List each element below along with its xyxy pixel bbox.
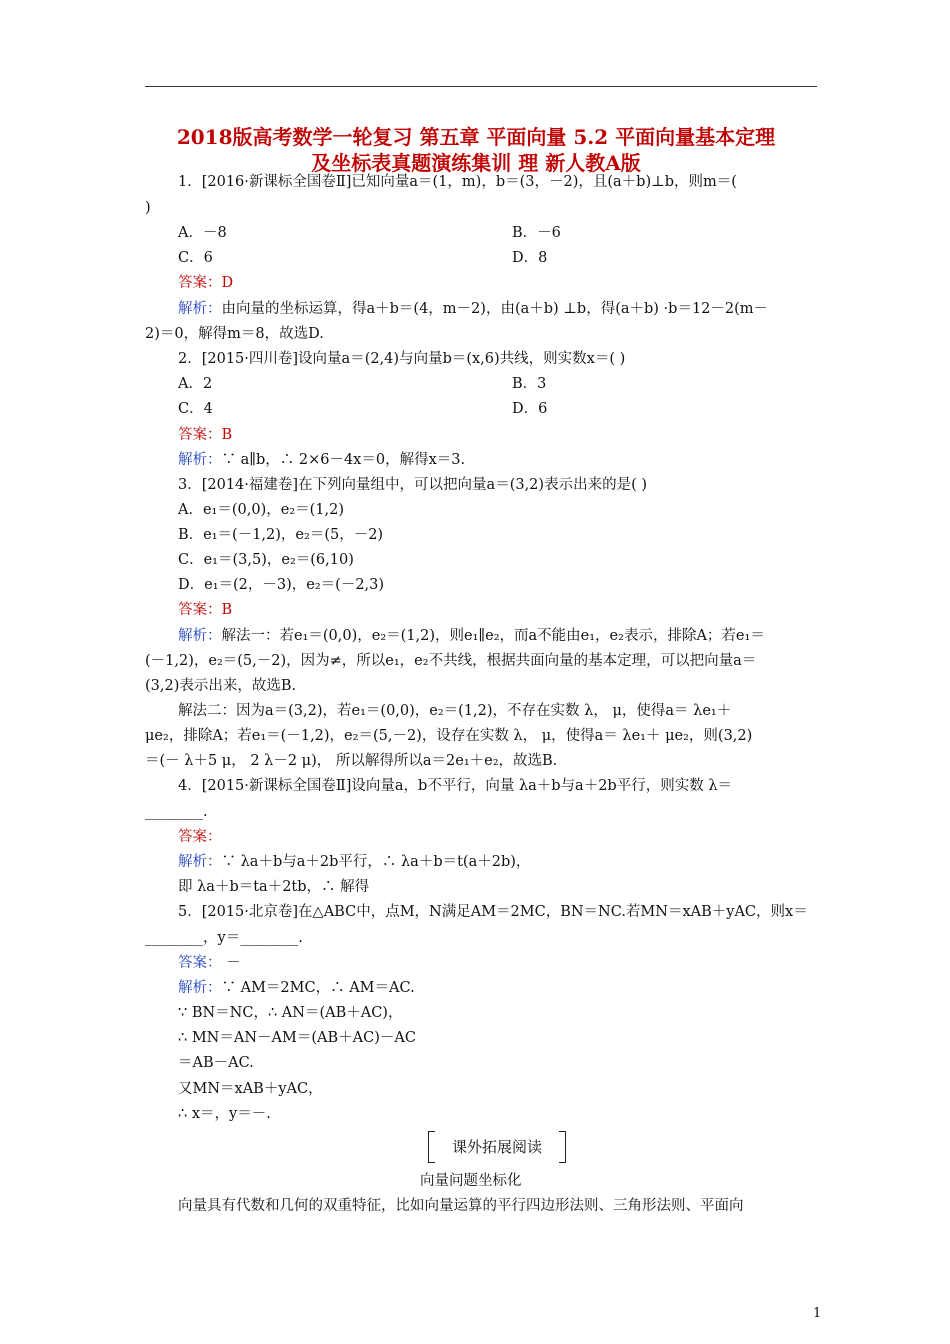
- text-line: ): [145, 200, 151, 216]
- text-line: 答案： －: [178, 955, 241, 971]
- text-line: 解析：由向量的坐标运算，得a＋b＝(4，m－2)，由(a＋b) ⊥b，得(a＋b) ·b＝12－2(m－: [178, 301, 769, 317]
- right-bracket: [559, 1131, 566, 1163]
- text-line: 1．[2016·新课标全国卷Ⅱ]已知向量a＝(1，m)，b＝(3，－2)，且(a＋b)⊥b，则m＝(: [178, 174, 737, 190]
- text-line: 向量问题坐标化: [420, 1173, 522, 1189]
- text-line: 解析：∵ AM＝2MC，∴ AM＝AC.: [178, 980, 415, 996]
- text-line: A．e₁＝(0,0)，e₂＝(1,2): [178, 502, 345, 518]
- text-line: ________.: [145, 804, 208, 820]
- answer-label: 解析：: [178, 452, 222, 468]
- text-line: 解析：解法一：若e₁＝(0,0)，e₂＝(1,2)，则e₁∥e₂，而a不能由e₁，e₂表示，排除A；若e₁＝: [178, 628, 765, 644]
- text-line: 答案：B: [178, 427, 233, 443]
- text-line: A．2: [178, 376, 213, 392]
- text-line: ∴ MN＝AN－AM＝(AB＋AC)－AC: [178, 1030, 416, 1046]
- answer-label: 解析：: [178, 301, 222, 317]
- text-line: ＝(－ λ＋5 μ， 2 λ－2 μ)， 所以解得所以a＝2e₁＋e₂，故选B.: [145, 753, 558, 769]
- doc-title-line1: 2018版高考数学一轮复习 第五章 平面向量 5.2 平面向量基本定理: [176, 125, 776, 149]
- reading-section-label: 课外拓展阅读: [451, 1138, 542, 1156]
- doc-title-line2: 及坐标表真题演练集训 理 新人教A版: [311, 151, 641, 175]
- text-line: 解析：∵ λa＋b与a＋2b平行，∴ λa＋b＝t(a＋2b)，: [178, 854, 531, 870]
- header-rule: [145, 86, 817, 87]
- text-line: ＝AB－AC.: [178, 1055, 254, 1071]
- text-line: ∵ BN＝NC，∴ AN＝(AB＋AC)，: [178, 1005, 403, 1021]
- text-line: 解析：∵ a∥b，∴ 2×6－4x＝0，解得x＝3.: [178, 452, 466, 468]
- text-line: 2．[2015·四川卷]设向量a＝(2,4)与向量b＝(x,6)共线，则实数x＝( ): [178, 351, 626, 367]
- text-line: B．－6: [512, 225, 561, 241]
- text-line: C．4: [178, 401, 213, 417]
- text-line: μe₂，排除A；若e₁＝(－1,2)，e₂＝(5,－2)，设存在实数 λ， μ，使得a＝ λe₁＋ μe₂，则(3,2): [145, 728, 753, 744]
- text-line: 即 λa＋b＝ta＋2tb，∴ 解得: [178, 879, 370, 895]
- text-line: D．6: [512, 401, 548, 417]
- answer-label: 解析：: [178, 628, 222, 644]
- text-line: D．8: [512, 250, 548, 266]
- text-line: D．e₁＝(2，－3)，e₂＝(－2,3): [178, 577, 385, 593]
- page-number: 1: [813, 1306, 822, 1321]
- text-line: B．e₁＝(－1,2)，e₂＝(5，－2): [178, 527, 384, 543]
- text-line: 又MN＝xAB＋yAC，: [178, 1081, 323, 1097]
- answer-label: 答案：: [178, 955, 222, 971]
- text-line: 2)＝0，解得m＝8，故选D.: [145, 326, 324, 342]
- text-line: 答案：B: [178, 602, 233, 618]
- text-line: (－1,2)，e₂＝(5,－2)，因为≠，所以e₁，e₂不共线，根据共面向量的基本定理，可以把向量a＝: [145, 653, 757, 669]
- text-line: 5．[2015·北京卷]在△ABC中，点M，N满足AM＝2MC，BN＝NC.若MN＝xAB＋yAC，则x＝: [178, 904, 808, 920]
- answer-label: 解析：: [178, 854, 222, 870]
- text-line: B．3: [512, 376, 547, 392]
- text-line: ________，y＝________.: [145, 930, 303, 946]
- text-line: 解法二：因为a＝(3,2)，若e₁＝(0,0)，e₂＝(1,2)，不存在实数 λ， μ，使得a＝ λe₁＋: [178, 703, 732, 719]
- text-line: C．6: [178, 250, 213, 266]
- text-line: 4．[2015·新课标全国卷Ⅱ]设向量a，b不平行，向量 λa＋b与a＋2b平行，则实数 λ＝: [178, 778, 733, 794]
- text-line: A．－8: [178, 225, 227, 241]
- text-line: ∴ x＝，y＝－.: [178, 1106, 271, 1122]
- text-line: C．e₁＝(3,5)，e₂＝(6,10): [178, 552, 354, 568]
- text-line: 向量具有代数和几何的双重特征，比如向量运算的平行四边形法则、三角形法则、平面向: [178, 1198, 744, 1214]
- text-line: 答案：D: [178, 275, 234, 291]
- text-line: (3,2)表示出来，故选B.: [145, 678, 297, 694]
- answer-label: 解析：: [178, 980, 222, 996]
- text-line: 答案：: [178, 829, 222, 845]
- reading-section-header: [428, 1131, 566, 1161]
- text-line: 3．[2014·福建卷]在下列向量组中，可以把向量a＝(3,2)表示出来的是( ): [178, 477, 647, 493]
